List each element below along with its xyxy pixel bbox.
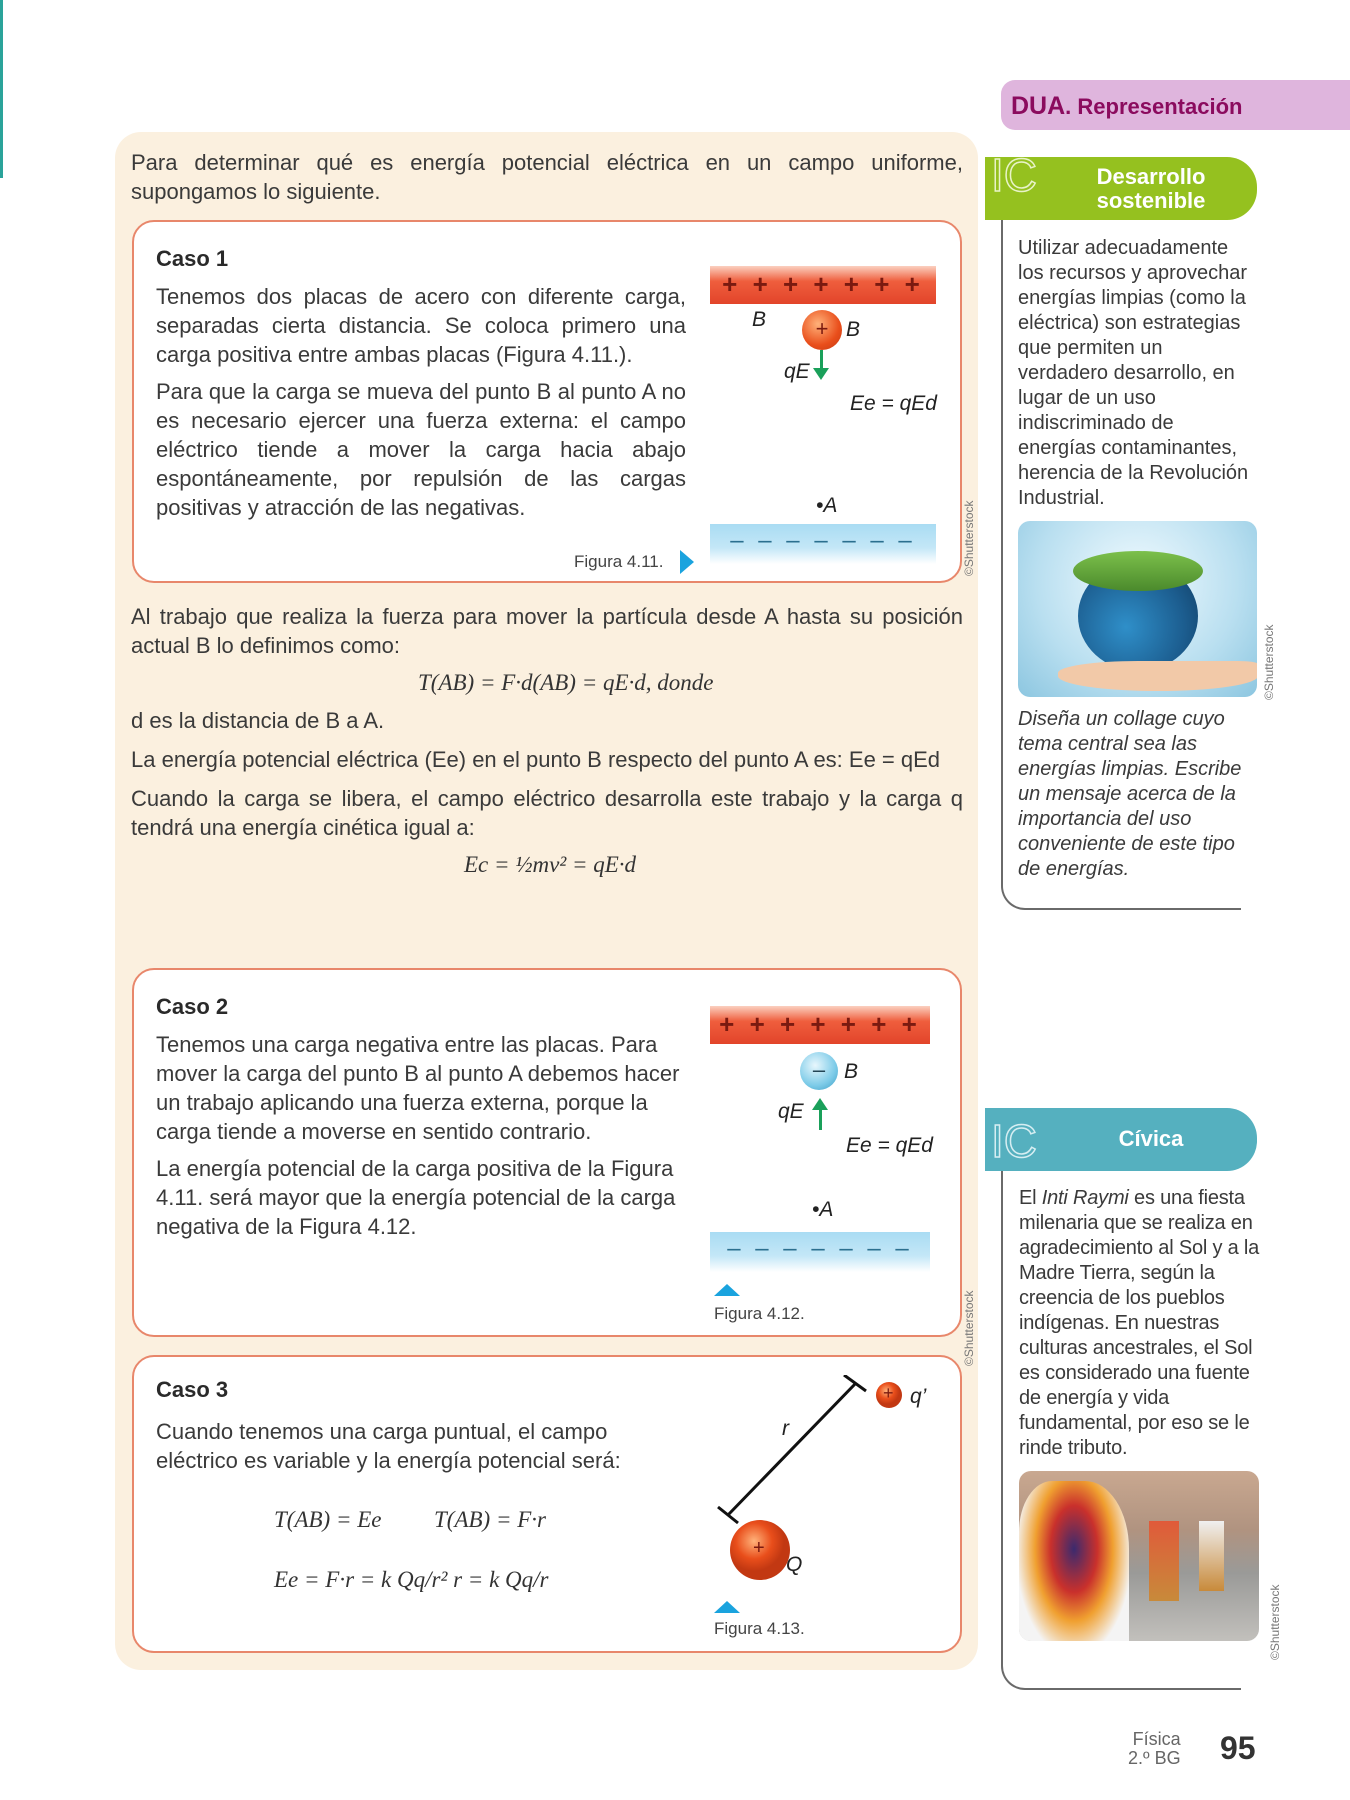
credit-caso1: ©Shutterstock [962,500,976,576]
energy-equation: Ee = qEd [846,1134,933,1157]
force-label: qE [778,1100,804,1123]
caso-1-text [156,282,686,530]
caso-1-box [132,220,962,583]
force-label: qE [784,360,810,383]
point-charge-diagram [714,1375,934,1645]
negative-plate: – – – – – – – [710,524,936,564]
ic-logo-icon: IC [991,1115,1037,1167]
figure-4-12-caption: Figura 4.12. [714,1304,805,1323]
inti-raymi-photo [1019,1471,1259,1641]
caso-2-box [132,968,962,1337]
footer-subject [1128,1730,1181,1768]
q-charge-sign: + [883,1383,894,1403]
negative-charge: – [800,1052,838,1090]
footer-subject-name: Física [1132,1729,1181,1749]
caso-3-title: Caso 3 [156,1377,229,1402]
civica-text [1019,1186,1264,1461]
kinetic-formula: Ec = ½mv² = qE·d [464,852,637,877]
ds-content [1018,236,1258,892]
body-p2: d es la distancia de B a A. [131,708,385,733]
figure-4-11-caption: Figura 4.11. [574,552,664,571]
force-arrow-up-icon [819,1110,822,1130]
label-b-charge: B [846,318,861,341]
ds-title: Desarrollo sostenible [1096,164,1206,213]
figure-4-13-caption: Figura 4.13. [714,1619,805,1638]
caso-3-text: Cuando tenemos una carga puntual, el campo eléctrico es variable y la energía potencial será: [156,1419,621,1473]
force-arrow-down-icon [820,350,823,370]
negative-plate: – – – – – – – [710,1232,930,1272]
caso-2-p1: Tenemos una carga negativa entre las placas. Para mover la carga del punto B al punto A debemos hacer un trabajo aplicando una fuerza externa, porque la carga tiende a moverse en sentido contrario. [156,1032,680,1144]
dua-subtitle: . Representación [1065,94,1243,119]
civica-text-pre: El [1019,1187,1042,1209]
dua-banner [1001,80,1350,130]
caption-arrow-icon [680,550,694,574]
caption-arrow-icon [714,1284,740,1296]
civica-text-em: Inti Raymi [1041,1187,1129,1209]
positive-plate: + + + + + + + [710,1006,930,1044]
positive-charge: + [802,310,842,350]
label-b: B [844,1060,859,1083]
dua-label: DUA [1011,92,1066,120]
page-edge-line [0,0,3,178]
credit-photo: ©Shutterstock [1268,1584,1282,1660]
body-p1: Al trabajo que realiza la fuerza para mover la partícula desde A hasta su posición actual B lo definimos como: [131,604,963,658]
civica-content [1019,1186,1264,1651]
caso-1-p1: Tenemos dos placas de acero con diferente carga, separadas cierta distancia. Se coloca primero una carga positiva entre ambas placas (Figura 4.11.). [156,284,686,367]
credit-globe: ©Shutterstock [1262,624,1276,700]
caption-arrow-icon [714,1601,740,1613]
body-section [131,602,963,888]
point-a: •A [812,1198,834,1221]
arrow-head [813,368,829,380]
formula-t-ee: T(AB) = Ee [274,1507,382,1532]
label-r: r [782,1417,789,1440]
civica-title: Cívica [1118,1126,1184,1151]
footer-grade: 2.º BG [1128,1748,1181,1768]
ds-text: Utilizar adecuadamente los recursos y aprovechar energías limpias (como la eléctrica) son estrategias que permiten un verdadero desarrollo, en lugar de un uso indiscriminado de energías contaminantes, herencia de la Revolución Industrial. [1018,237,1249,509]
caso-2-p2: La energía potencial de la carga positiva de la Figura 4.11. será mayor que la energía potencial de la carga negativa de la Figura 4.12. [156,1156,676,1239]
arrow-head [812,1098,828,1110]
caso-3-box [132,1355,962,1653]
caso-1-title: Caso 1 [156,246,229,271]
point-a: •A [816,494,838,517]
body-p3: La energía potencial eléctrica (Ee) en el punto B respecto del punto A es: Ee = qEd [131,747,941,772]
civica-header [985,1108,1257,1171]
credit-caso2: ©Shutterstock [962,1290,976,1366]
energy-equation: Ee = qEd [850,392,937,415]
body-p4: Cuando la carga se libera, el campo eléctrico desarrolla este trabajo y la carga q tendrá una energía cinética igual a: [131,786,963,840]
ic-logo-icon: IC [991,149,1037,201]
formula-ee-kqq: Ee = F·r = k Qq/r² r = k Qq/r [274,1567,549,1592]
positive-plate: + + + + + + + [710,266,936,304]
label-Q: Q [786,1553,803,1576]
formula-t-fr: T(AB) = F·r [434,1507,546,1532]
ds-task: Diseña un collage cuyo tema central sea las energías limpias. Escribe un mensaje acerca de la importancia del uso conveniente de este tipo de energías. [1018,708,1242,880]
work-formula: T(AB) = F·d(AB) = qE·d, donde [418,670,714,695]
label-b: B [752,308,767,331]
label-q: q’ [910,1385,927,1408]
page-number: 95 [1220,1730,1256,1766]
globe-hand-image [1018,521,1257,697]
caso-1-p2: Para que la carga se mueva del punto B al punto A no es necesario ejercer una fuerza externa: el campo eléctrico tiende a mover la carga hacia abajo espontáneamente, por repulsión de las cargas positivas y atracción de las negativas. [156,379,686,520]
intro-text: Para determinar qué es energía potencial eléctrica en un campo uniforme, supongamos lo siguiente. [131,150,963,204]
civica-text-post: es una fiesta milenaria que se realiza en agradecimiento al Sol y a la Madre Tierra, según la creencia de los pueblos indígenas. En nuestras culturas ancestrales, el Sol es considerado una fuente de energía y vida fundamental, por eso se le rinde tributo. [1019,1187,1260,1459]
Q-charge-sign: + [753,1537,765,1559]
ds-header [985,149,1257,220]
caso-2-text [156,1030,686,1249]
caso-2-title: Caso 2 [156,994,229,1019]
